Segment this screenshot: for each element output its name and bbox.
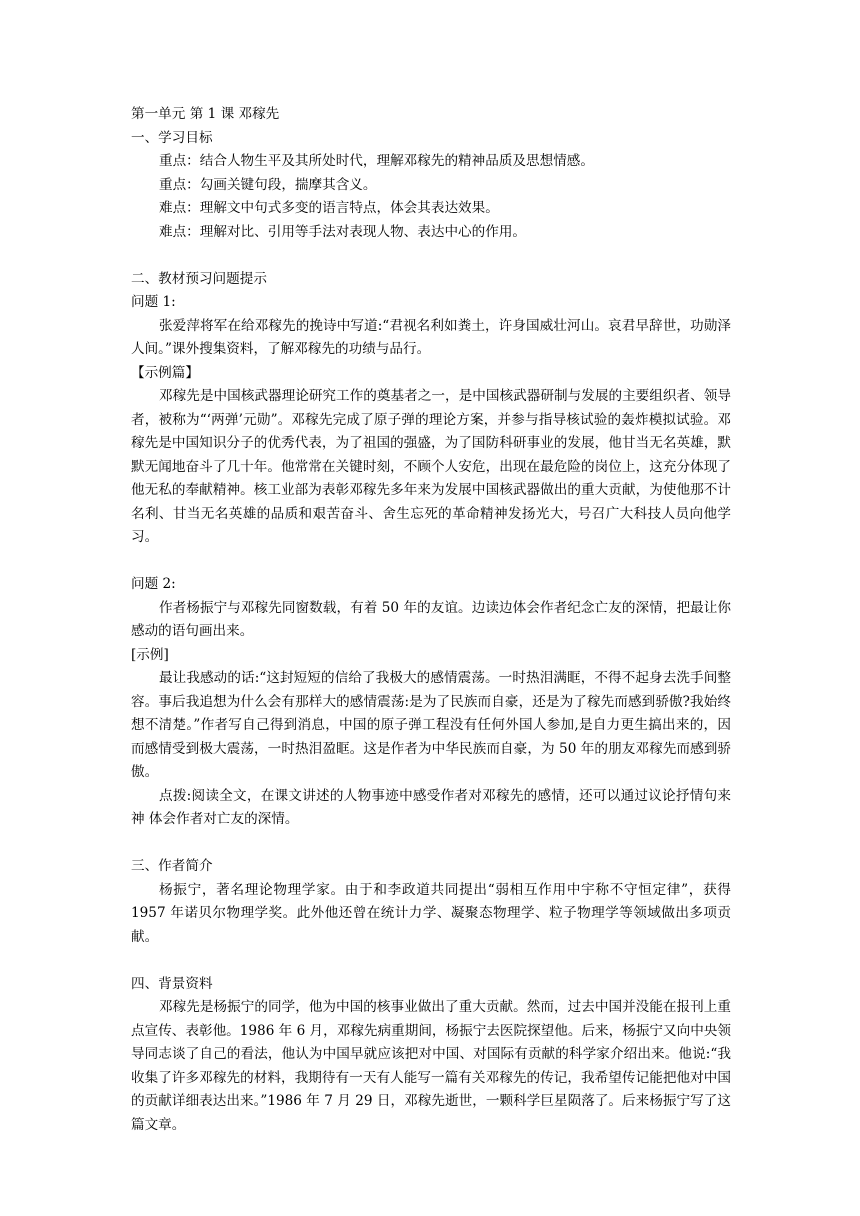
section-heading-objectives: 一、学习目标 [131,129,213,146]
document-page [131,103,731,1137]
example-2-label: [示例] [131,646,169,663]
question-2-label: 问题 2: [131,576,176,592]
example-1-text: 邓稼先是中国核武器理论研究工作的奠基者之一，是中国核武器研制与发展的主要组织者、领导者，被称为“‘两弹’元勋”。邓稼先完成了原子弹的理论方案，并参与指导核试验的轰炸模拟试验。邓稼先是中国知识分子的优秀代表，为了祖国的强盛，为了国防科研事业的发展，他甘当无名英雄，默默无闻地奋斗了几十年。他常常在关键时刻，不顾个人安危，出现在最危险的岗位上，这充分体现了他无私的奉献精神。核工业部为表彰邓稼先多年来为发展中国核武器做出的重大贡献，为使他那不计名利、甘当无名英雄的品质和艰苦奋斗、舍生忘死的革命精神发扬光大，号召广大科技人员向他学习。 [131,388,731,545]
section-heading-background: 四、背景资料 [131,975,213,992]
author-bio-text: 杨振宁，著名理论物理学家。由于和李政道共同提出“弱相互作用中宇称不守恒定律”，获得 1957 年诺贝尔物理学奖。此外他还曾在统计力学、凝聚态物理学、粒子物理学等领域做出多项贡献。 [131,881,731,945]
tip-text: 点拨:阅读全文，在课文讲述的人物事迹中感受作者对邓稼先的感情，还可以通过议论抒情句来 神 体会作者对亡友的深情。 [131,787,731,827]
spacer [131,949,731,973]
example-2-text: 最让我感动的话:“这封短短的信给了我极大的感情震荡。一时热泪满眶，不得不起身去洗手间整容。事后我追想为什么会有那样大的感情震荡:是为了民族而自豪，还是为了稼先而感到骄傲?我始终想不清楚。”作者写自己得到消息，中国的原子弹工程没有任何外国人参加,是自力更生搞出来的，因而感情受到极大震荡，一时热泪盈眶。这是作者为中华民族而自豪，为 50 年的朋友邓稼先而感到骄傲。 [131,670,731,780]
objective-item: 重点：勾画关键句段，揣摩其含义。 [159,176,377,193]
question-1-text: 张爱萍将军在给邓稼先的挽诗中写道:“君视名利如粪土，许身国威壮河山。哀君早辞世，功勋泽人间。”课外搜集资料，了解邓稼先的功绩与品行。 [131,317,731,357]
objective-item: 难点：理解文中句式多变的语言特点，体会其表达效果。 [159,200,499,216]
objective-item: 重点：结合人物生平及其所处时代，理解邓稼先的精神品质及思想情感。 [159,153,594,169]
lesson-title: 第一单元 第 1 课 邓稼先 [131,106,280,122]
spacer [131,550,731,574]
example-1-label: 【示例篇】 [131,364,199,381]
question-2-text: 作者杨振宁与邓稼先同窗数载，有着 50 年的友谊。边读边体会作者纪念亡友的深情，把最让你感动的语句画出来。 [131,599,731,639]
spacer [131,832,731,856]
background-text: 邓稼先是杨振宁的同学，他为中国的核事业做出了重大贡献。然而，过去中国并没能在报刊上重点宣传、表彰他。1986 年 6 月，邓稼先病重期间，杨振宁去医院探望他。后来，杨振宁又向中央领导同志谈了自己的看法，他认为中国早就应该把对中国、对国际有贡献的科学家介绍出来。他说:“我收集了许多邓稼先的材料，我期待有一天有人能写一篇有关邓稼先的传记，我希望传记能把他对中国的贡献详细表达出来。”1986 年 7 月 29 日，邓稼先逝世，一颗科学巨星陨落了。后来杨振宁写了这篇文章。 [131,999,731,1133]
objective-item: 难点：理解对比、引用等手法对表现人物、表达中心的作用。 [159,223,527,240]
spacer [131,244,731,268]
question-1-label: 问题 1: [131,294,176,310]
section-heading-author: 三、作者简介 [131,858,213,874]
section-heading-preview: 二、教材预习问题提示 [131,270,267,287]
